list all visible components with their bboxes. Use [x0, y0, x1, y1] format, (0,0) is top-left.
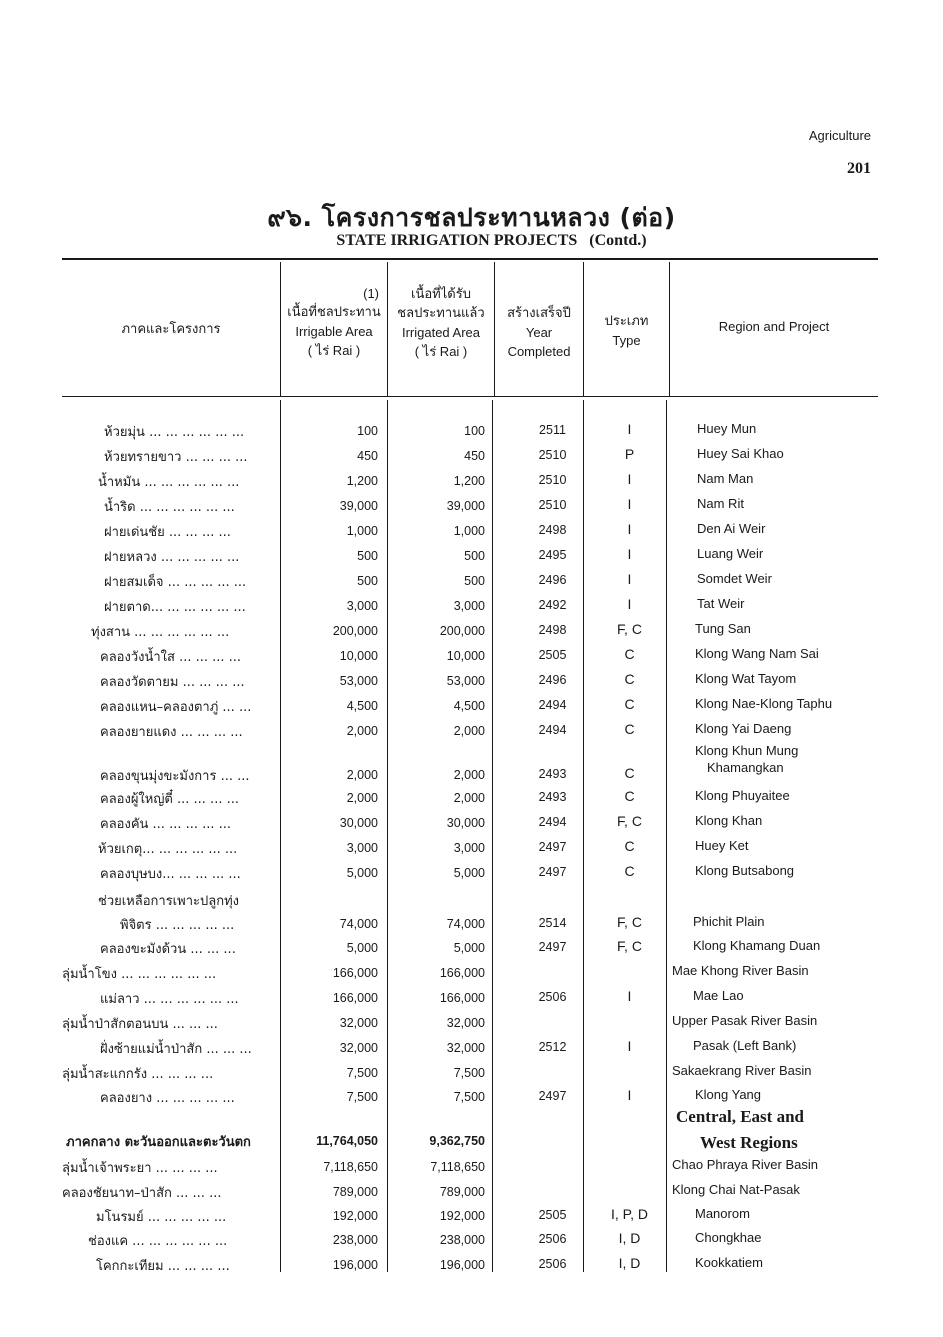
irrigated-area-cell: 7,500 — [453, 1066, 485, 1080]
type-cell: I — [627, 571, 632, 587]
type-cell: I — [627, 546, 632, 562]
irrigable-area-cell: 500 — [357, 574, 378, 588]
irrigable-area-cell: 238,000 — [332, 1233, 378, 1247]
row-name-english: Manorom — [695, 1206, 750, 1221]
irrigated-area-cell: 192,000 — [439, 1209, 485, 1223]
header-region-thai: ภาคและโครงการ — [121, 322, 221, 337]
table-row — [0, 838, 943, 860]
section-label: Agriculture — [808, 128, 871, 143]
table-row — [0, 721, 943, 743]
irrigated-area-cell: 500 — [464, 574, 485, 588]
year-completed-cell: 2497 — [538, 940, 567, 954]
table-row — [0, 696, 943, 718]
row-name-english: Klong Chai Nat-Pasak — [672, 1182, 800, 1197]
irrigable-area-cell: 166,000 — [332, 966, 378, 980]
type-cell: C — [624, 721, 635, 737]
irrigated-area-cell: 2,000 — [453, 791, 485, 805]
irrigable-area-cell: 74,000 — [339, 917, 378, 931]
header-irrigable-thai: เนื้อที่ชลประทาน — [287, 305, 381, 320]
type-cell: I, D — [618, 1230, 641, 1246]
year-completed-cell: 2505 — [538, 648, 567, 662]
row-name-thai-continued: พิจิตร ... ... ... ... ... — [120, 918, 235, 933]
row-name-thai: ฝั่งซ้ายแม่น้ำป่าสัก ... ... ... — [100, 1042, 252, 1057]
row-name-english: Den Ai Weir — [697, 521, 766, 536]
row-name-english: Nam Rit — [697, 496, 744, 511]
table-row — [0, 446, 943, 468]
header-irrigable-english: Irrigable Area — [295, 324, 373, 339]
row-name-thai: น้ำหมัน ... ... ... ... ... ... — [98, 475, 240, 490]
type-cell: C — [624, 765, 635, 781]
row-name-thai: คลองยาง ... ... ... ... ... — [100, 1091, 235, 1106]
table-row — [0, 894, 943, 936]
irrigated-area-cell: 7,118,650 — [430, 1160, 485, 1174]
row-name-english: Klong Butsabong — [695, 863, 795, 878]
year-completed-cell: 2498 — [538, 523, 567, 537]
type-cell: I — [627, 1038, 632, 1054]
table-row — [0, 1157, 943, 1179]
irrigated-area-cell: 500 — [464, 549, 485, 563]
table-row — [0, 471, 943, 493]
row-name-thai: น้ำริด ... ... ... ... ... ... — [104, 500, 235, 515]
row-name-english: Chongkhae — [695, 1230, 762, 1245]
row-name-english: Klong Wang Nam Sai — [695, 646, 819, 661]
row-name-english: Huey Ket — [695, 838, 749, 853]
type-cell: C — [624, 788, 635, 804]
row-name-thai: ช่องแค ... ... ... ... ... ... — [88, 1234, 228, 1249]
irrigated-area-cell: 53,000 — [446, 674, 485, 688]
irrigable-area-cell: 11,764,050 — [316, 1134, 378, 1148]
irrigated-area-cell: 5,000 — [453, 866, 485, 880]
irrigated-area-cell: 196,000 — [439, 1258, 485, 1272]
row-name-english: Tat Weir — [697, 596, 745, 611]
header-irrigable-note: (1) — [363, 286, 379, 301]
row-name-thai: คลองวังน้ำใส ... ... ... ... — [100, 650, 242, 665]
irrigated-area-cell: 3,000 — [453, 841, 485, 855]
table-row — [0, 938, 943, 960]
table-row — [0, 988, 943, 1010]
row-name-thai: คลองขะมังด้วน ... ... ... — [100, 942, 236, 957]
header-type-english: Type — [612, 333, 641, 348]
row-name-thai: คลองผู้ใหญ่ตี๋ ... ... ... ... — [100, 792, 239, 807]
header-year-english-2: Completed — [507, 344, 571, 359]
year-completed-cell: 2512 — [538, 1040, 567, 1054]
irrigable-area-cell: 196,000 — [332, 1258, 378, 1272]
year-completed-cell: 2510 — [538, 498, 567, 512]
irrigated-area-cell: 10,000 — [446, 649, 485, 663]
row-name-english: Pasak (Left Bank) — [693, 1038, 797, 1053]
header-irrigated-english: Irrigated Area — [401, 325, 481, 340]
irrigable-area-cell: 5,000 — [346, 941, 378, 955]
header-region-english: Region and Project — [718, 319, 830, 334]
year-completed-cell: 2493 — [538, 790, 567, 804]
row-name-thai: ลุ่มน้ำโขง ... ... ... ... ... ... — [62, 967, 217, 982]
year-completed-cell: 2505 — [538, 1208, 567, 1222]
row-name-thai: โคกกะเทียม ... ... ... ... — [96, 1259, 230, 1274]
table-row — [0, 1063, 943, 1085]
year-completed-cell: 2506 — [538, 1232, 567, 1246]
header-irrigable-unit: ( ไร่ Rai ) — [307, 343, 361, 358]
irrigated-area-cell: 2,000 — [453, 768, 485, 782]
row-name-thai: ห้วยมุ่น ... ... ... ... ... ... — [104, 425, 245, 440]
irrigated-area-cell: 1,000 — [453, 524, 485, 538]
year-completed-cell: 2510 — [538, 473, 567, 487]
row-name-english: Luang Weir — [697, 546, 764, 561]
irrigable-area-cell: 100 — [357, 424, 378, 438]
irrigated-area-cell: 5,000 — [453, 941, 485, 955]
year-completed-cell: 2493 — [538, 767, 567, 781]
row-name-english: Kookkatiem — [695, 1255, 763, 1270]
table-row — [0, 863, 943, 885]
type-cell: C — [624, 646, 635, 662]
table-row — [0, 646, 943, 668]
row-name-thai: คลองวัดตายม ... ... ... ... — [100, 675, 245, 690]
row-name-english: Upper Pasak River Basin — [672, 1013, 818, 1028]
year-completed-cell: 2510 — [538, 448, 567, 462]
irrigable-area-cell: 2,000 — [346, 791, 378, 805]
table-row — [0, 1107, 943, 1153]
irrigable-area-cell: 2,000 — [346, 724, 378, 738]
header-type-thai: ประเภท — [604, 314, 649, 329]
header-irrigated-unit: ( ไร่ Rai ) — [414, 344, 468, 359]
irrigated-area-cell: 9,362,750 — [429, 1134, 485, 1148]
type-cell: P — [624, 446, 635, 462]
irrigated-area-cell: 450 — [464, 449, 485, 463]
row-name-thai: ฝายตาด... ... ... ... ... ... — [104, 600, 246, 615]
header-irrigated-thai-1: เนื้อที่ได้รับ — [411, 287, 471, 302]
year-completed-cell: 2496 — [538, 673, 567, 687]
table-row — [0, 963, 943, 985]
row-name-thai: ช่วยเหลือการเพาะปลูกทุ่ง — [98, 894, 239, 909]
row-name-english: Somdet Weir — [697, 571, 772, 586]
row-name-english: Tung San — [695, 621, 751, 636]
row-name-english: Mae Lao — [693, 988, 744, 1003]
irrigable-area-cell: 1,000 — [346, 524, 378, 538]
title-thai: ๙๖. โครงการชลประทานหลวง (ต่อ) — [267, 203, 676, 232]
irrigable-area-cell: 500 — [357, 549, 378, 563]
type-cell: F, C — [617, 621, 642, 637]
type-cell: I — [627, 988, 632, 1004]
irrigated-area-cell: 7,500 — [453, 1090, 485, 1104]
irrigable-area-cell: 200,000 — [332, 624, 378, 638]
row-name-thai: ฝายสมเด็จ ... ... ... ... ... — [104, 575, 247, 590]
row-name-english: Klong Yang — [695, 1087, 762, 1102]
header-irrigated-thai-2: ชลประทานแล้ว — [397, 306, 485, 321]
irrigable-area-cell: 3,000 — [346, 841, 378, 855]
table-row — [0, 521, 943, 543]
year-completed-cell: 2511 — [539, 423, 566, 437]
irrigable-area-cell: 32,000 — [339, 1016, 378, 1030]
row-name-thai: ลุ่มน้ำสะแกกรัง ... ... ... ... — [62, 1067, 214, 1082]
irrigable-area-cell: 1,200 — [346, 474, 378, 488]
irrigable-area-cell: 789,000 — [332, 1185, 378, 1199]
irrigated-area-cell: 39,000 — [446, 499, 485, 513]
irrigated-area-cell: 30,000 — [446, 816, 485, 830]
page-number: 201 — [847, 160, 871, 177]
type-cell: I — [627, 1087, 632, 1103]
irrigable-area-cell: 10,000 — [339, 649, 378, 663]
irrigable-area-cell: 4,500 — [346, 699, 378, 713]
row-name-thai: คลองยายแดง ... ... ... ... — [100, 725, 243, 740]
irrigable-area-cell: 32,000 — [339, 1041, 378, 1055]
row-name-english-continued: Khamangkan — [707, 760, 784, 775]
irrigable-area-cell: 7,500 — [346, 1090, 378, 1104]
type-cell: F, C — [617, 813, 642, 829]
row-name-english: Sakaekrang River Basin — [672, 1063, 812, 1078]
irrigated-area-cell: 32,000 — [446, 1016, 485, 1030]
type-cell: I — [627, 521, 632, 537]
year-completed-cell: 2506 — [538, 1257, 567, 1271]
row-name-english: Huey Sai Khao — [697, 446, 784, 461]
row-name-english: Chao Phraya River Basin — [672, 1157, 818, 1172]
row-name-thai: ห้วยเกตุ... ... ... ... ... ... — [98, 842, 238, 857]
table-row — [0, 1038, 943, 1060]
year-completed-cell: 2492 — [538, 598, 567, 612]
row-name-thai: ฝายเด่นชัย ... ... ... ... — [104, 525, 231, 540]
irrigable-area-cell: 7,118,650 — [323, 1160, 378, 1174]
type-cell: I — [627, 471, 632, 487]
irrigated-area-cell: 2,000 — [453, 724, 485, 738]
row-name-english: Central, East and — [676, 1107, 804, 1126]
irrigated-area-cell: 238,000 — [439, 1233, 485, 1247]
header-year-english-1: Year — [525, 325, 553, 340]
type-cell: I, P, D — [610, 1206, 649, 1222]
row-name-english: Klong Yai Daeng — [695, 721, 792, 736]
row-name-english: Klong Phuyaitee — [695, 788, 790, 803]
row-name-thai: คลองขุนมุ่งขะมังการ ... ... — [100, 769, 250, 784]
row-name-english: Huey Mun — [697, 421, 757, 436]
row-name-english: Nam Man — [697, 471, 754, 486]
row-name-english: Klong Khun Mung — [695, 743, 799, 758]
type-cell: C — [624, 671, 635, 687]
table-row — [0, 496, 943, 518]
row-name-english: Klong Wat Tayom — [695, 671, 797, 686]
year-completed-cell: 2498 — [538, 623, 567, 637]
row-name-thai: คลองแหน–คลองตาภู่ ... ... — [100, 700, 252, 715]
table-row — [0, 421, 943, 443]
year-completed-cell: 2497 — [538, 840, 567, 854]
year-completed-cell: 2494 — [538, 698, 567, 712]
row-name-thai: มโนรมย์ ... ... ... ... ... — [96, 1210, 227, 1225]
irrigable-area-cell: 7,500 — [346, 1066, 378, 1080]
table-row — [0, 596, 943, 618]
type-cell: C — [624, 696, 635, 712]
type-cell: C — [624, 863, 635, 879]
irrigated-area-cell: 4,500 — [453, 699, 485, 713]
irrigable-area-cell: 192,000 — [332, 1209, 378, 1223]
type-cell: C — [624, 838, 635, 854]
irrigable-area-cell: 166,000 — [332, 991, 378, 1005]
row-name-thai: ฝายหลวง ... ... ... ... ... — [104, 550, 240, 565]
table-row — [0, 813, 943, 835]
table-row — [0, 571, 943, 593]
irrigated-area-cell: 200,000 — [439, 624, 485, 638]
table-row — [0, 546, 943, 568]
header-year-thai: สร้างเสร็จปี — [507, 306, 571, 321]
row-name-english: Phichit Plain — [693, 914, 765, 929]
row-name-thai: ภาคกลาง ตะวันออกและตะวันตก — [66, 1135, 251, 1150]
row-name-english: Klong Nae-Klong Taphu — [695, 696, 833, 711]
irrigable-area-cell: 53,000 — [339, 674, 378, 688]
year-completed-cell: 2506 — [538, 990, 567, 1004]
title-english-suffix: (Contd.) — [589, 232, 647, 249]
row-name-english: Klong Khamang Duan — [693, 938, 821, 953]
row-name-thai: คลองชัยนาท–ป่าสัก ... ... ... — [62, 1186, 222, 1201]
irrigable-area-cell: 450 — [357, 449, 378, 463]
row-name-thai: ลุ่มน้ำป่าสักตอนบน ... ... ... — [62, 1017, 218, 1032]
irrigable-area-cell: 2,000 — [346, 768, 378, 782]
table-row — [0, 1230, 943, 1252]
irrigated-area-cell: 100 — [464, 424, 485, 438]
irrigable-area-cell: 30,000 — [339, 816, 378, 830]
irrigated-area-cell: 32,000 — [446, 1041, 485, 1055]
year-completed-cell: 2497 — [538, 1089, 567, 1103]
table-row — [0, 1087, 943, 1109]
table-row — [0, 1013, 943, 1035]
row-name-english: Klong Khan — [695, 813, 763, 828]
irrigated-area-cell: 1,200 — [453, 474, 485, 488]
irrigated-area-cell: 166,000 — [439, 966, 485, 980]
row-name-thai: ห้วยทรายขาว ... ... ... ... — [104, 450, 248, 465]
row-name-thai: แม่ลาว ... ... ... ... ... ... — [100, 992, 239, 1007]
irrigable-area-cell: 39,000 — [339, 499, 378, 513]
irrigated-area-cell: 3,000 — [453, 599, 485, 613]
irrigated-area-cell: 789,000 — [439, 1185, 485, 1199]
type-cell: F, C — [617, 938, 642, 954]
table-row — [0, 1255, 943, 1277]
type-cell: F, C — [617, 914, 642, 930]
type-cell: I — [627, 421, 632, 437]
title-english-main: STATE IRRIGATION PROJECTS — [336, 232, 578, 249]
year-completed-cell: 2497 — [538, 865, 567, 879]
irrigated-area-cell: 166,000 — [439, 991, 485, 1005]
year-completed-cell: 2494 — [538, 815, 567, 829]
row-name-english-continued: West Regions — [700, 1133, 798, 1152]
row-name-thai: คลองคัน ... ... ... ... ... — [100, 817, 232, 832]
irrigated-area-cell: 74,000 — [446, 917, 485, 931]
row-name-english: Mae Khong River Basin — [672, 963, 809, 978]
table-row — [0, 671, 943, 693]
type-cell: I — [627, 496, 632, 512]
year-completed-cell: 2514 — [538, 916, 567, 930]
row-name-thai: คลองบุษบง... ... ... ... ... — [100, 867, 241, 882]
year-completed-cell: 2494 — [538, 723, 567, 737]
irrigable-area-cell: 5,000 — [346, 866, 378, 880]
table-row — [0, 743, 943, 787]
row-name-thai: ลุ่มน้ำเจ้าพระยา ... ... ... ... — [62, 1161, 218, 1176]
irrigable-area-cell: 3,000 — [346, 599, 378, 613]
type-cell: I — [627, 596, 632, 612]
table-row — [0, 621, 943, 643]
type-cell: I, D — [618, 1255, 641, 1271]
table-row — [0, 788, 943, 810]
table-row — [0, 1182, 943, 1204]
row-name-thai: ทุ่งสาน ... ... ... ... ... ... — [91, 625, 230, 640]
year-completed-cell: 2496 — [538, 573, 567, 587]
table-row — [0, 1206, 943, 1228]
year-completed-cell: 2495 — [538, 548, 567, 562]
